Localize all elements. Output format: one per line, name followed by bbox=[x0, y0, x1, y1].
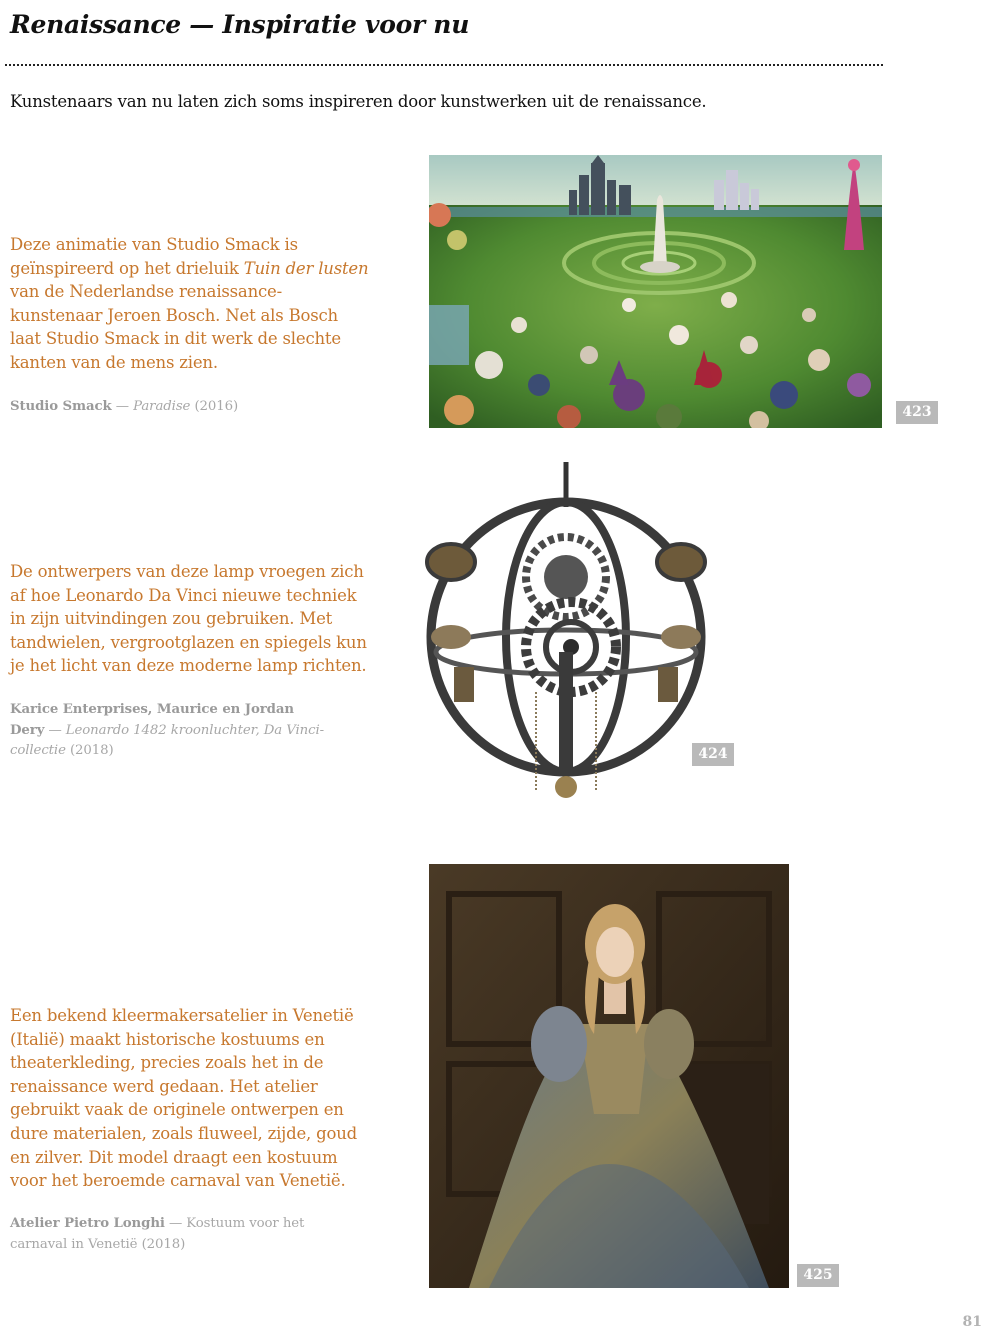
artwork-423-number: 423 bbox=[896, 401, 938, 424]
artwork-424-number: 424 bbox=[692, 743, 734, 766]
artwork-423-image bbox=[429, 155, 882, 428]
artwork-423-description: Deze animatie van Studio Smack is geïnspireerd op het drieluik Tuin der lusten van de Nederlandse renaissance-kunstenaar Jeroen Bosch. Net als Bosch laat Studio Smack in dit werk de slechte kanten van de mens zien. bbox=[10, 235, 369, 372]
artwork-424-image bbox=[416, 462, 716, 826]
intro-text: Kunstenaars van nu laten zich soms inspireren door kunstwerken uit de renaissance. bbox=[10, 92, 707, 111]
artwork-425-number: 425 bbox=[797, 1264, 839, 1287]
page-number: 81 bbox=[962, 1314, 982, 1330]
page-title: Renaissance — Inspiratie voor nu bbox=[10, 10, 470, 39]
artwork-425-image bbox=[429, 864, 789, 1288]
dotted-divider bbox=[5, 64, 883, 66]
artwork-423-credit: Studio Smack — Paradise (2016) bbox=[10, 399, 239, 414]
artwork-425-credit: Atelier Pietro Longhi — Kostuum voor het carnaval in Venetië (2018) bbox=[10, 1216, 305, 1252]
artwork-424-description: De ontwerpers van deze lamp vroegen zich af hoe Leonardo Da Vinci nieuwe techniek in zijn uitvindingen zou gebruiken. Met tandwielen, vergrootglazen en spiegels kun je het licht van deze moderne lamp richten. bbox=[10, 562, 367, 676]
artwork-424-credit: Karice Enterprises, Maurice en Jordan Dery — Leonardo 1482 kroonluchter, Da Vinci-collectie (2018) bbox=[10, 702, 325, 758]
artwork-425-description: Een bekend kleermakersatelier in Venetië (Italië) maakt historische kostuums en theaterkleding, precies zoals het in de renaissance werd gedaan. Het atelier gebruikt vaak de originele ontwerpen en dure materialen, zoals fluweel, zijde, goud en zilver. Dit model draagt een kostuum voor het beroemde carnaval van Venetië. bbox=[10, 1006, 357, 1191]
